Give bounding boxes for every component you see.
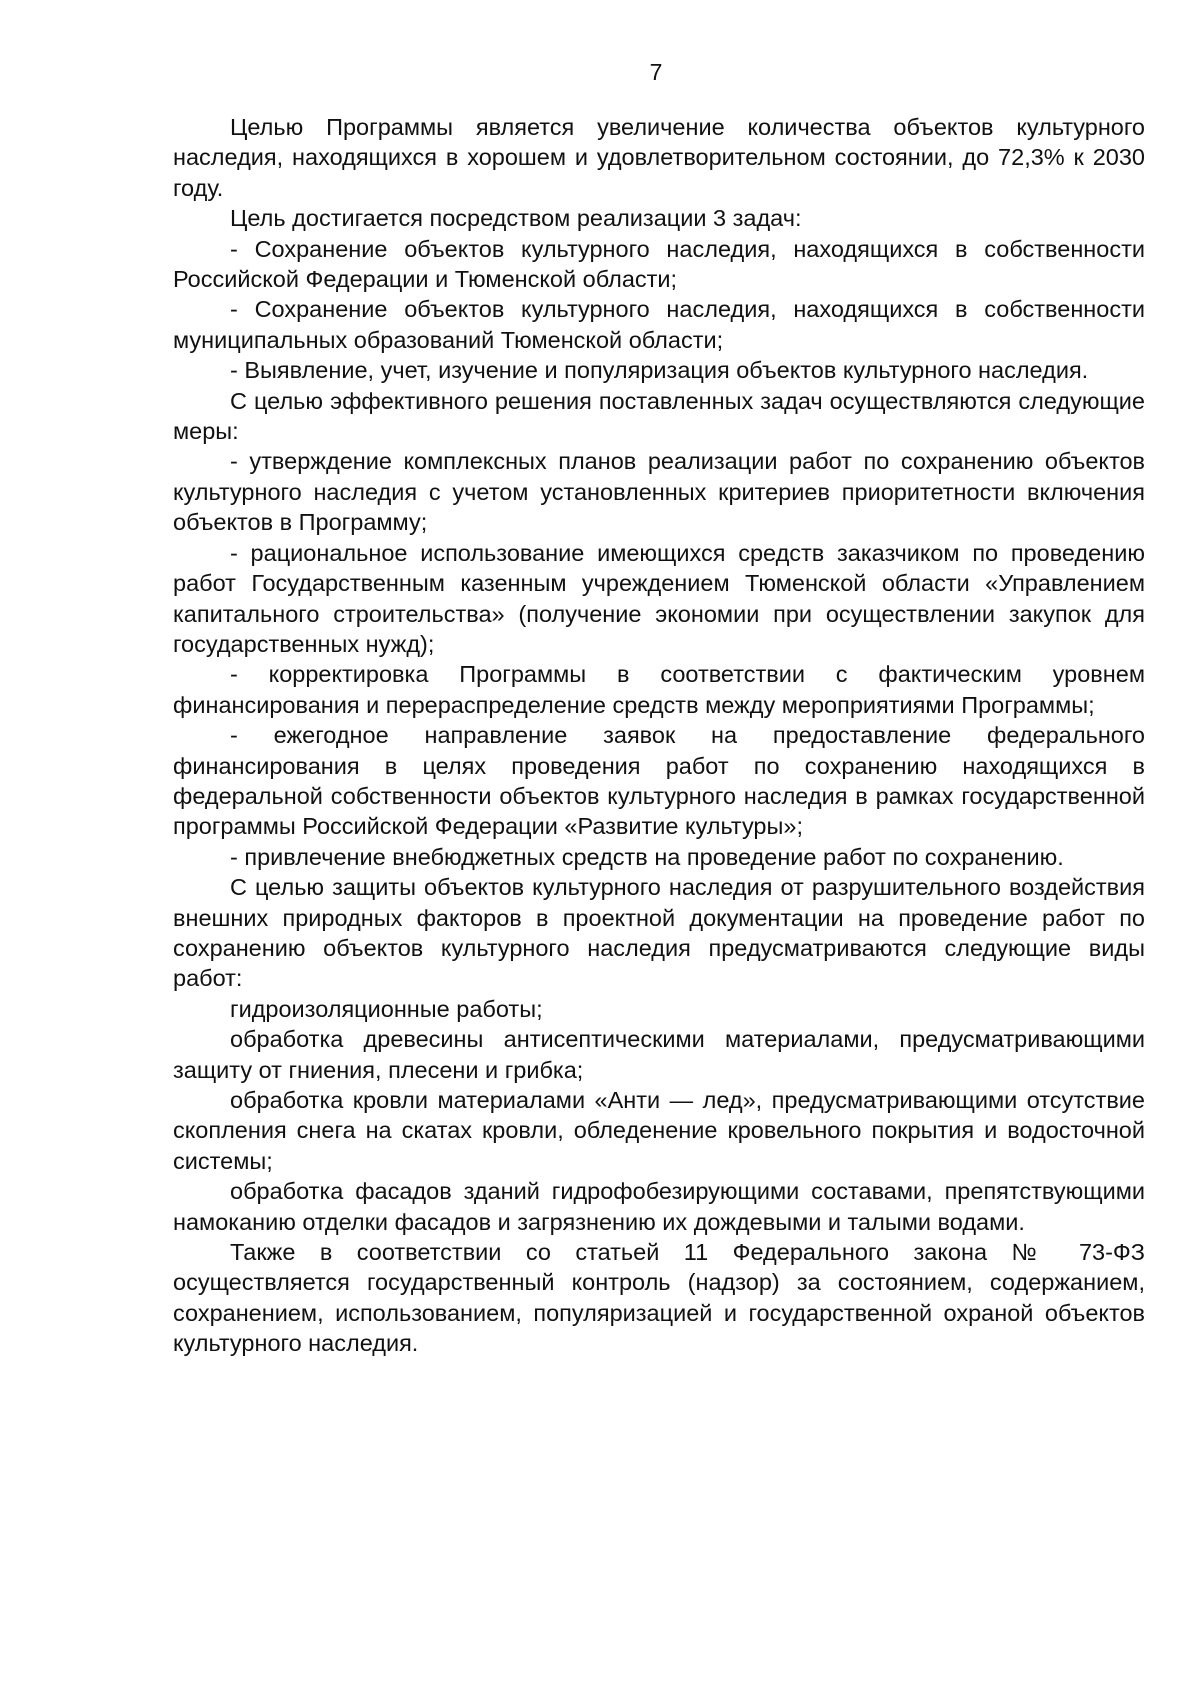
- measure-item: - ежегодное направление заявок на предоставление федерального финансирования в целях проведения работ по сохранению находящихся в федеральной собственности объектов культурного наследия в рамках государственной программы Российской Федерации «Развитие культуры»;: [173, 722, 1145, 840]
- work-item: обработка кровли материалами «Анти — лед», предусматривающими отсутствие скопления снега на скатах кровли, обледенение кровельного покрытия и водосточной системы;: [173, 1087, 1145, 1174]
- paragraph-protection-intro: С целью защиты объектов культурного наследия от разрушительного воздействия внешних природных факторов в проектной документации на проведение работ по сохранению объектов культурного наследия предусматриваются следующие виды работ:: [173, 874, 1145, 992]
- measure-item: - привлечение внебюджетных средств на проведение работ по сохранению.: [230, 843, 1064, 870]
- paragraph-tasks-intro: Цель достигается посредством реализации 3 задач:: [230, 205, 802, 232]
- paragraph-goal: Целью Программы является увеличение количества объектов культурного наследия, находящихся в хорошем и удовлетворительном состоянии, до 72,3% к 2030 году.: [173, 114, 1145, 201]
- work-item: обработка фасадов зданий гидрофобезирующими составами, препятствующими намоканию отделки фасадов и загрязнению их дождевыми и талыми водами.: [173, 1178, 1145, 1235]
- task-item: - Сохранение объектов культурного наследия, находящихся в собственности муниципальных образований Тюменской области;: [173, 296, 1145, 353]
- task-item: - Сохранение объектов культурного наследия, находящихся в собственности Российской Федерации и Тюменской области;: [173, 235, 1145, 293]
- task-item: - Выявление, учет, изучение и популяризация объектов культурного наследия.: [230, 357, 1089, 384]
- measure-item: - утверждение комплексных планов реализации работ по сохранению объектов культурного наследия с учетом установленных критериев приоритетности включения объектов в Программу;: [173, 448, 1145, 536]
- measure-item: - корректировка Программы в соответствии с фактическим уровнем финансирования и перераспределение средств между мероприятиями Программы;: [173, 661, 1145, 718]
- page-number: 7: [649, 59, 663, 85]
- document-body: [173, 112, 1145, 1359]
- paragraph-measures-intro: С целью эффективного решения поставленных задач осуществляются следующие меры:: [173, 387, 1145, 445]
- measure-item: - рациональное использование имеющихся средств заказчиком по проведению работ Государственным казенным учреждением Тюменской области «Управлением капитального строительства» (получение экономии при осуществлении закупок для государственных нужд);: [173, 539, 1145, 657]
- paragraph-state-control: Также в соответствии со статьей 11 Федерального закона № 73-ФЗ осуществляется государственный контроль (надзор) за состоянием, содержанием, сохранением, использованием, популяризацией и государственной охраной объектов культурного наследия.: [173, 1239, 1145, 1357]
- work-item: гидроизоляционные работы;: [230, 995, 543, 1022]
- work-item: обработка древесины антисептическими материалами, предусматривающими защиту от гниения, плесени и грибка;: [173, 1026, 1145, 1083]
